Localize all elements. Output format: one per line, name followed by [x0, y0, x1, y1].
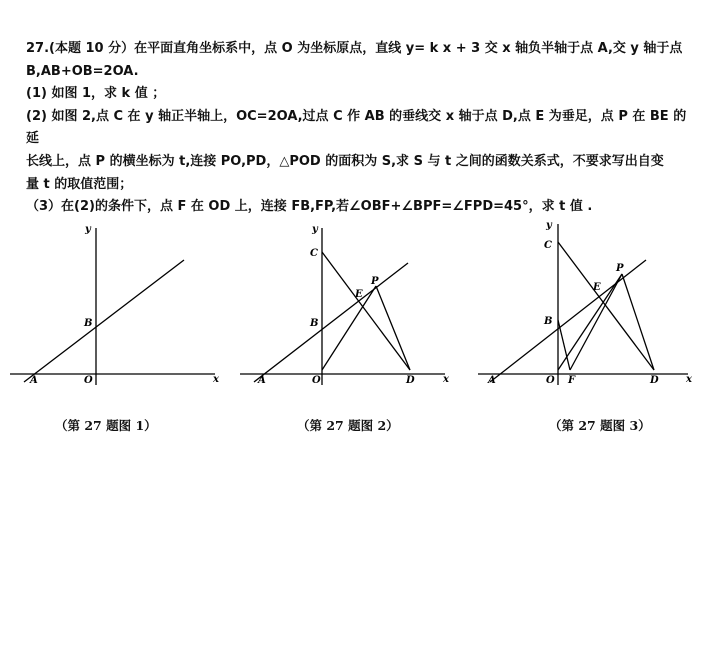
label-a: A	[258, 375, 266, 386]
problem-line-1: 27.(本题 10 分）在平面直角坐标系中，点 O 为坐标原点，直线 y= k x + 3 交 x 轴负半轴于点 A,交 y 轴于点	[26, 41, 683, 56]
segment-pd	[622, 274, 654, 370]
label-o: O	[84, 375, 93, 386]
figure-1-caption: （第 27 题图 1）	[55, 418, 157, 433]
segment-cd	[558, 242, 654, 370]
figure-3-diagram	[478, 220, 693, 395]
label-p: P	[616, 263, 624, 274]
segment-po	[322, 286, 376, 370]
label-c: C	[310, 248, 318, 259]
figure-2-caption: （第 27 题图 2）	[297, 418, 399, 433]
problem-line-6: 量 t 的取值范围；	[26, 176, 133, 192]
label-e: E	[355, 289, 363, 300]
label-x: x	[686, 374, 692, 385]
problem-line-4: (2) 如图 2,点 C 在 y 轴正半轴上，OC=2OA,过点 C 作 AB 的垂线交 x 轴于点 D,点 E 为垂足，点 P 在 BE 的延	[26, 108, 687, 147]
label-a: A	[30, 375, 38, 386]
figure-1	[10, 220, 225, 395]
figure-2	[240, 220, 455, 395]
label-p: P	[371, 276, 379, 287]
label-d: D	[650, 375, 659, 386]
segment-bf	[558, 320, 570, 370]
label-e: E	[593, 282, 601, 293]
label-y: y	[546, 220, 552, 231]
problem-text	[26, 38, 698, 219]
figure-2-diagram	[240, 220, 455, 395]
label-o: O	[312, 375, 321, 386]
label-o: O	[546, 375, 555, 386]
label-y: y	[85, 224, 91, 235]
label-b: B	[84, 318, 93, 329]
label-f: F	[568, 375, 576, 386]
problem-line-7: （3）在(2)的条件下，点 F 在 OD 上，连接 FB,FP,若∠OBF+∠BPF=∠FPD=45°，求 t 值 .	[26, 199, 593, 215]
label-b: B	[544, 316, 553, 327]
label-c: C	[544, 240, 552, 251]
label-a: A	[488, 375, 496, 386]
figure-3-caption: （第 27 题图 3）	[549, 418, 651, 433]
problem-line-3: (1) 如图 1，求 k 值 ；	[26, 86, 166, 102]
figure-1-diagram	[10, 220, 225, 395]
label-x: x	[213, 374, 219, 385]
figure-3	[478, 220, 693, 395]
label-b: B	[310, 318, 319, 329]
label-y: y	[312, 224, 318, 235]
label-d: D	[406, 375, 415, 386]
line-ab	[24, 260, 184, 382]
segment-pd	[376, 286, 410, 370]
problem-line-5: 长线上，点 P 的横坐标为 t,连接 PO,PD，△POD 的面积为 S,求 S 与 t 之间的函数关系式，不要求写出自变	[26, 153, 664, 169]
segment-cd	[322, 252, 410, 370]
line-ab	[254, 263, 408, 382]
problem-line-2: B,AB+OB=2OA.	[26, 63, 139, 79]
label-x: x	[443, 374, 449, 385]
